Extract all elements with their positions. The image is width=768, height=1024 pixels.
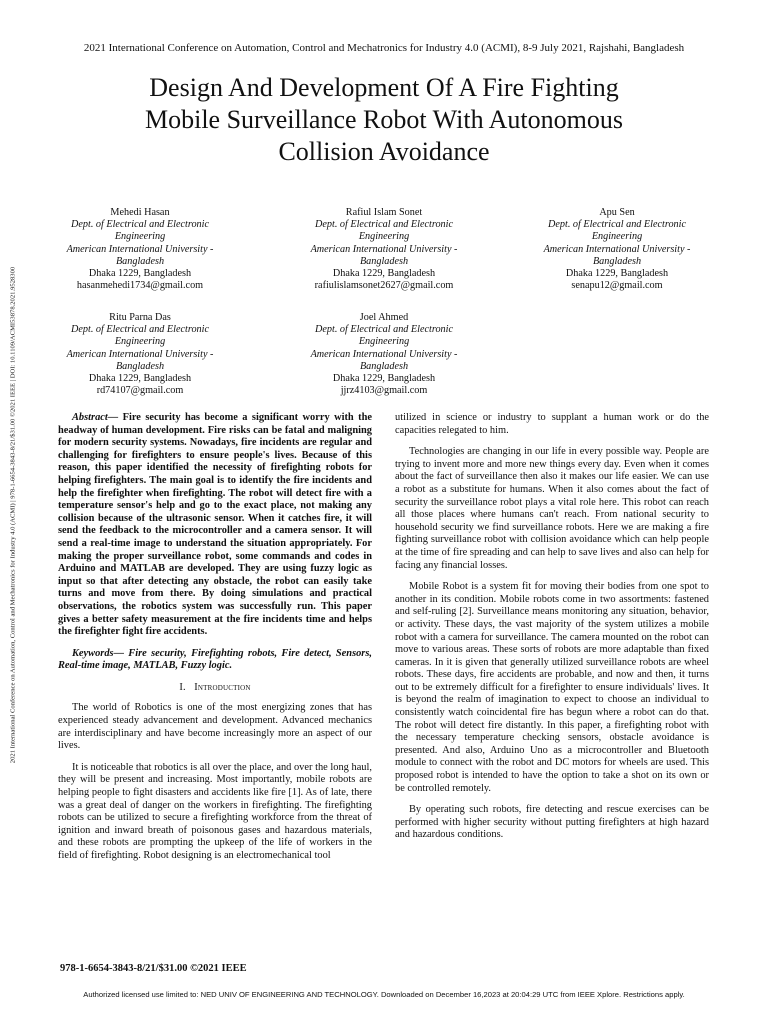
keywords-label: Keywords— bbox=[72, 647, 124, 659]
author-institution: Bangladesh bbox=[592, 255, 642, 267]
author-dept: Dept. of Electrical and Electronic bbox=[548, 219, 686, 231]
author-dept: Dept. of Electrical and Electronic bbox=[315, 219, 453, 231]
author-institution: American International University - bbox=[66, 348, 214, 360]
author-email: jjrz4103@gmail.com bbox=[340, 385, 428, 397]
author-dept: Engineering bbox=[114, 336, 166, 348]
author-city: Dhaka 1229, Bangladesh bbox=[88, 373, 192, 385]
author-name: Ritu Parna Das bbox=[109, 312, 171, 323]
section-title: Introduction bbox=[194, 681, 251, 693]
author-block bbox=[284, 207, 484, 292]
paper-title bbox=[70, 72, 698, 168]
author-city: Dhaka 1229, Bangladesh bbox=[332, 373, 436, 385]
license-notice: Authorized licensed use limited to: NED UNIV OF ENGINEERING AND TECHNOLOGY. Downloaded on December 16,2023 at 20:04:29 UTC from IEEE Xplore. Restrictions apply. bbox=[83, 990, 685, 999]
author-name: Joel Ahmed bbox=[359, 312, 409, 323]
keywords-text: Fire security, Firefighting robots, Fire detect, Sensors, Real-time image, MATLAB, Fuzzy logic. bbox=[58, 647, 372, 672]
author-dept: Dept. of Electrical and Electronic bbox=[315, 324, 453, 336]
body-paragraph: utilized in science or industry to supplant a human work or do the capacities relegated to him. bbox=[395, 412, 709, 436]
author-email: hasanmehedi1734@gmail.com bbox=[76, 280, 204, 292]
side-doi-note bbox=[2, 145, 24, 885]
title-line: Collision Avoidance bbox=[278, 137, 490, 166]
left-column bbox=[58, 412, 372, 872]
copyright-line: 978-1-6654-3843-8/21/$31.00 ©2021 IEEE bbox=[60, 963, 247, 974]
conference-header: 2021 International Conference on Automation, Control and Mechatronics for Industry 4.0 (ACMI), 8-9 July 2021, Rajshahi, Bangladesh bbox=[83, 42, 685, 54]
author-institution: Bangladesh bbox=[359, 255, 409, 267]
author-dept: Engineering bbox=[358, 231, 410, 243]
author-block bbox=[517, 207, 717, 292]
author-institution: American International University - bbox=[310, 243, 458, 255]
author-name: Mehedi Hasan bbox=[110, 207, 170, 218]
author-institution: American International University - bbox=[543, 243, 691, 255]
abstract-text: Fire security has become a significant worry with the headway of human development. Fire risks can be fatal and maligning for modern security systems. Nowadays, fire incidents are regular and challenging for firefighters to ensure people's lives. Because of this reason, this paper identified the necessity of firefighting robots for helping firefighters. The main goal is to identify the fire incidents and help the firefighter when firefighting. The robot will detect fire with a temperature sensor's help and go to the exact place, not making any collision because of the ultrasonic sensor. When it catches fire, it will send the feedback to the microcontroller and a camera sensor. It will send a real-time image to understand the situation appropriately. For making the proper surveillance robot, some commands and codes in Arduino and MATLAB are developed. They are using fuzzy logic as input so that after detecting any obstacle, the robot can easily take turns and move from there. By doing simulations and practical observations, the robotics system was successfully run. This paper gives a better safety measurement at the fire incidents time and helps the firefighter fight fire accidents. bbox=[58, 412, 372, 638]
body-paragraph: The world of Robotics is one of the most energizing zones that has experienced steady advancement and development. Advanced mechanics are interdisciplinary and have become increasingly more an aspect of our lives. bbox=[58, 702, 372, 752]
author-email: rafiulislamsonet2627@gmail.com bbox=[314, 280, 454, 292]
author-institution: Bangladesh bbox=[359, 360, 409, 372]
author-dept: Engineering bbox=[358, 336, 410, 348]
author-institution: Bangladesh bbox=[115, 360, 165, 372]
abstract-label: Abstract— bbox=[72, 412, 119, 423]
author-email: senapu12@gmail.com bbox=[571, 280, 663, 292]
author-name: Apu Sen bbox=[599, 207, 635, 218]
author-dept: Engineering bbox=[114, 231, 166, 243]
body-paragraph: It is noticeable that robotics is all over the place, and over the long haul, they will be present and increasing. Most importantly, mobile robots are helping people to fight disasters and accidents like fire [1]. As of late, there was a great deal of danger on the workers in firefighting. The firefighting robots can be utilized to secure a firefighting workforce from the threat of ignition and inward breath of poisonous gases and hazardous materials, and these robots are prompting the upkeep of the life of workers in the field of firefighting. Robot designing is an electromechanical tool bbox=[58, 761, 372, 861]
author-city: Dhaka 1229, Bangladesh bbox=[332, 268, 436, 280]
author-city: Dhaka 1229, Bangladesh bbox=[88, 268, 192, 280]
title-line: Mobile Surveillance Robot With Autonomous bbox=[144, 105, 623, 134]
body-paragraph: Mobile Robot is a system fit for moving their bodies from one spot to another in its condition. Mobile robots come in two assortments: fastened and self-ruling [2]. Surveillance means monitoring any situation, behavior, or activity. These days, the vast majority of the system utilizes a mobile robot with a camera for surveillance. The camera mounted on the robot can move to various areas. These sorts of robots are more adaptable than fixed cameras. In it is given that generally utilized surveillance robots are wheel robots. These days, fire accidents are probable, and now and then, it turns out to be extremely difficult for a firefighter to ensure individuals' lives. It is beyond the realm of imagination to expect to choose an individual to consistently watch coincidental fire has begun where a robot can do that. The robot will detect fire distantly. In this paper, a firefighting robot with the necessary temperature checking sensors, obstacle avoidance is presented. And also, Arduino Uno as a microcontroller and Bluetooth module to connect with the robot and DC motors for wheels are used. This proposed robot is intended to have the option to take a shot on its own or be controlled remotely. bbox=[395, 581, 709, 794]
section-number: I. bbox=[179, 681, 186, 693]
author-dept: Engineering bbox=[591, 231, 643, 243]
author-dept: Dept. of Electrical and Electronic bbox=[71, 219, 209, 231]
author-block bbox=[284, 312, 484, 397]
body-paragraph: Technologies are changing in our life in every possible way. People are trying to invent more and more new things every day. Even when it comes about the fact of surveillance then also it makes our life easier. We can use a robot as a substitute for humans. When it also comes about the fact of security the surveillance robot plays a vital role here. This robot can reach all those places where humans can't reach. From national security to household security we find surveillance robots. Here we are making a fire fighting surveillance robot with collision avoidance which can help people at the time of fire spreading and can help to save lives and also can help for facing any financial losses. bbox=[395, 446, 709, 571]
author-dept: Dept. of Electrical and Electronic bbox=[71, 324, 209, 336]
author-institution: American International University - bbox=[310, 348, 458, 360]
author-name: Rafiul Islam Sonet bbox=[345, 207, 423, 218]
abstract bbox=[58, 412, 372, 639]
right-column bbox=[395, 412, 709, 851]
title-line: Design And Development Of A Fire Fighting bbox=[149, 73, 619, 102]
author-email: rd74107@gmail.com bbox=[96, 385, 184, 397]
author-institution: American International University - bbox=[66, 243, 214, 255]
section-heading bbox=[58, 682, 372, 695]
keywords bbox=[58, 648, 372, 673]
author-block bbox=[40, 312, 240, 397]
author-city: Dhaka 1229, Bangladesh bbox=[565, 268, 669, 280]
side-doi-text: 2021 International Conference on Automation, Control and Mechatronics for Industry 4.0 (ACMI) | 978-1-6654-3843-8/21/$31.00 ©2021 IEEE | DOI: 10.1109/ACMI53878.2021.9528300 bbox=[9, 266, 17, 764]
author-institution: Bangladesh bbox=[115, 255, 165, 267]
body-paragraph: By operating such robots, fire detecting and rescue exercises can be performed with higher security without putting firefighters at high hazard and hazardous conditions. bbox=[395, 804, 709, 841]
author-block bbox=[40, 207, 240, 292]
